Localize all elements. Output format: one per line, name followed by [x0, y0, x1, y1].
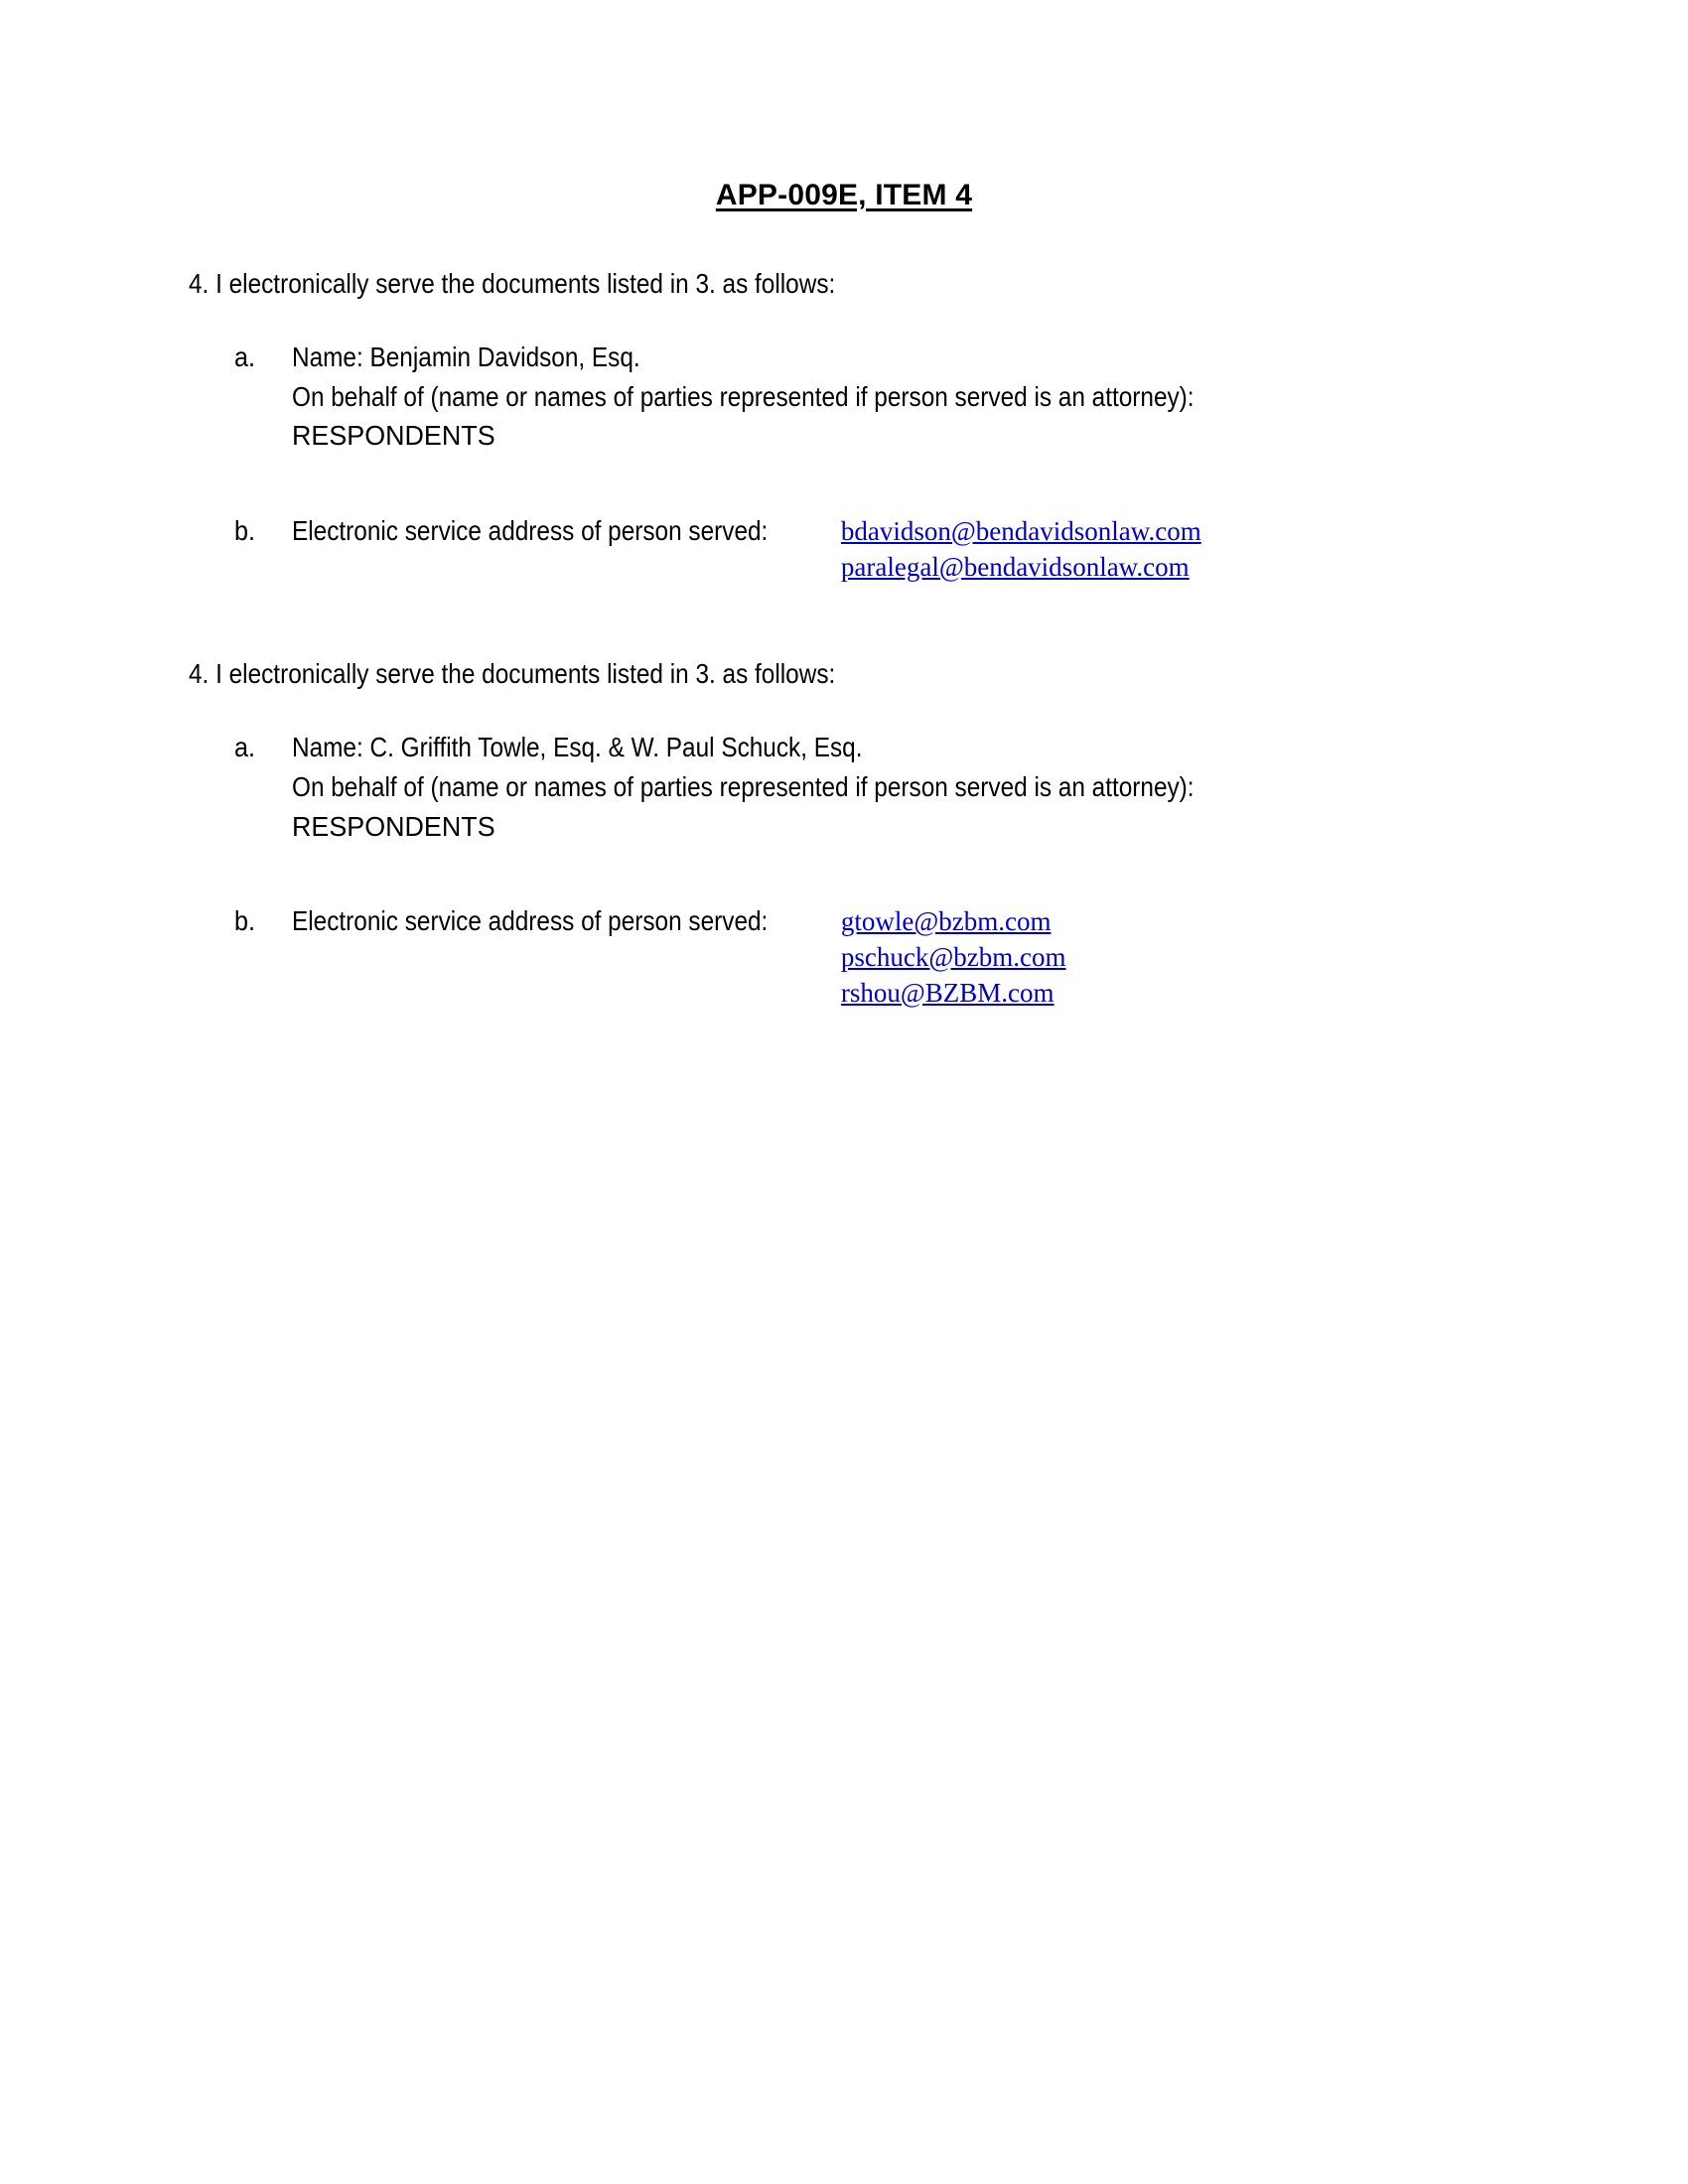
section-1-item-a	[189, 338, 1499, 456]
page-title-text: APP-009E, ITEM 4	[715, 179, 973, 211]
email-link[interactable]: bdavidson@bendavidsonlaw.com	[840, 516, 1201, 546]
section-1-item-a-marker: a.	[234, 341, 256, 372]
section-1-email-list	[841, 514, 1201, 585]
section-2-service-address-row	[292, 901, 1499, 1011]
section-2-email-list	[841, 904, 1066, 1011]
service-section-1	[189, 264, 1499, 585]
section-1-subitems	[189, 338, 1499, 586]
section-1-item-b-body	[292, 511, 1499, 585]
section-1-service-address-row	[292, 511, 1499, 585]
page-title	[189, 179, 1499, 212]
section-1-item-b	[189, 511, 1499, 585]
section-1-item-b-marker: b.	[234, 515, 256, 546]
section-1-service-address-label: Electronic service address of person served:	[292, 515, 769, 546]
section-2-name-line: Name: C. Griffith Towle, Esq. & W. Paul Schuck, Esq.	[292, 732, 863, 762]
section-1-item-a-body	[292, 338, 1499, 456]
spacer	[189, 485, 1499, 511]
spacer	[189, 876, 1499, 901]
section-2-subitems	[189, 728, 1499, 1011]
section-2-item-b	[189, 901, 1499, 1011]
spacer	[189, 614, 1499, 654]
service-section-2	[189, 654, 1499, 1011]
section-1-parties-line: RESPONDENTS	[292, 420, 495, 452]
section-1-on-behalf-line: On behalf of (name or names of parties represented if person served is an attorney):	[292, 380, 1195, 412]
section-1-name-line: Name: Benjamin Davidson, Esq.	[292, 341, 640, 372]
section-2-intro: 4. I electronically serve the documents listed in 3. as follows:	[189, 658, 836, 690]
section-1-intro: 4. I electronically serve the documents listed in 3. as follows:	[189, 268, 836, 299]
document-content	[189, 179, 1499, 1040]
section-2-item-b-body	[292, 901, 1499, 1011]
email-link[interactable]: paralegal@bendavidsonlaw.com	[840, 551, 1190, 582]
section-2-item-a	[189, 728, 1499, 846]
section-2-item-b-marker: b.	[234, 905, 256, 937]
email-link[interactable]: pschuck@bzbm.com	[840, 941, 1066, 972]
email-link[interactable]: rshou@BZBM.com	[840, 977, 1055, 1008]
email-link[interactable]: gtowle@bzbm.com	[840, 906, 1052, 937]
section-2-item-a-marker: a.	[234, 732, 256, 762]
section-2-item-a-body	[292, 728, 1499, 846]
section-2-on-behalf-line: On behalf of (name or names of parties represented if person served is an attorney):	[292, 770, 1195, 802]
section-2-service-address-label: Electronic service address of person served:	[292, 905, 769, 937]
section-2-parties-line: RESPONDENTS	[292, 810, 495, 842]
